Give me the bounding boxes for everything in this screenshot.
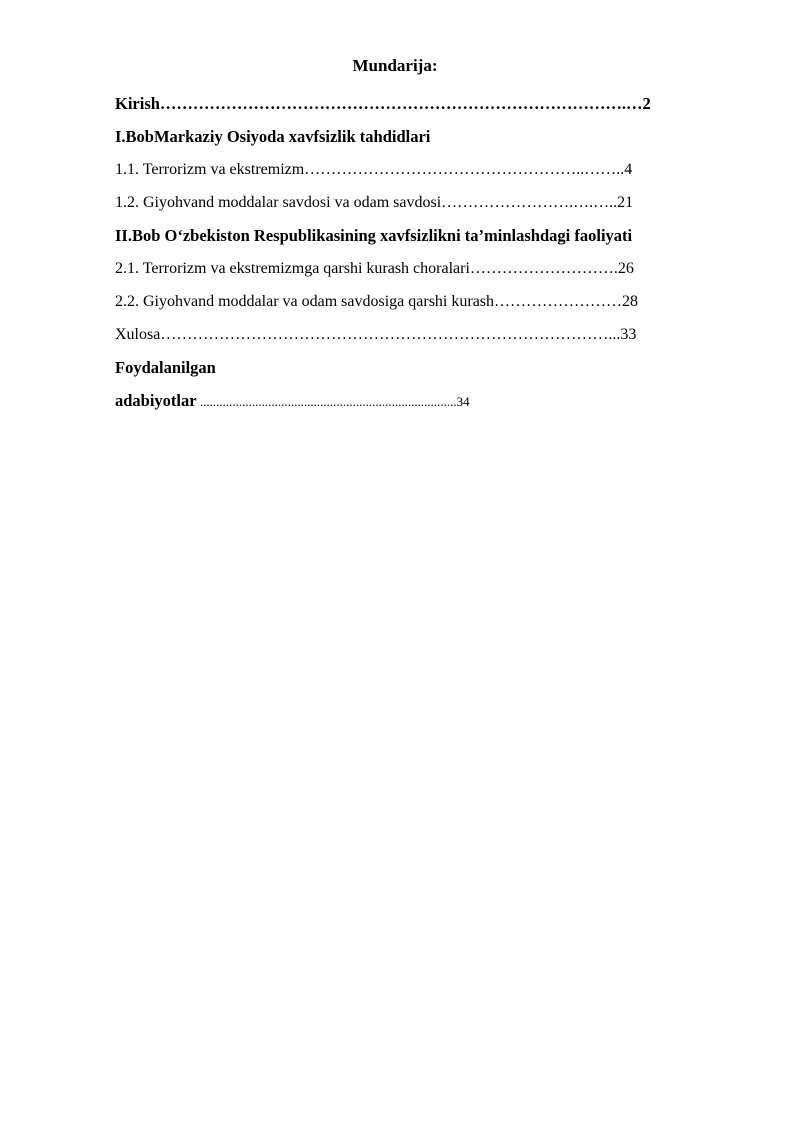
- toc-entry-conclusion: Xulosa…………………………………………………………………………...33: [115, 326, 637, 343]
- table-of-contents: [115, 92, 727, 422]
- page-title: Mundarija:: [352, 56, 438, 75]
- toc-entry-references-line1: Foydalanilgan: [115, 358, 216, 377]
- toc-chapter-1-heading: I.BobMarkaziy Osiyoda xavfsizlik tahdidlari: [115, 127, 431, 146]
- toc-entry-1-1: 1.1. Terrorizm va ekstremizm……………………………………………..……..4: [115, 161, 633, 178]
- toc-entry-2-2: 2.2. Giyohvand moddalar va odam savdosiga qarshi kurash……………………28: [115, 293, 639, 310]
- toc-entry-2-1: 2.1. Terrorizm va ekstremizmga qarshi kurash choralari……………………….26: [115, 260, 634, 277]
- toc-chapter-2-heading: II.Bob O‘zbekiston Respublikasining xavfsizlikni ta’minlashdagi faoliyati: [115, 226, 633, 245]
- toc-entry-1-2: 1.2. Giyohvand moddalar savdosi va odam savdosi…………………….….…..21: [115, 194, 634, 211]
- references-label: adabiyotlar: [115, 391, 197, 410]
- references-leader-page: ...............................................................................34: [196, 394, 470, 409]
- toc-entry-references-line2: [115, 389, 727, 422]
- toc-entry-introduction: Kirish………………………………………………………………………….…2: [115, 94, 651, 113]
